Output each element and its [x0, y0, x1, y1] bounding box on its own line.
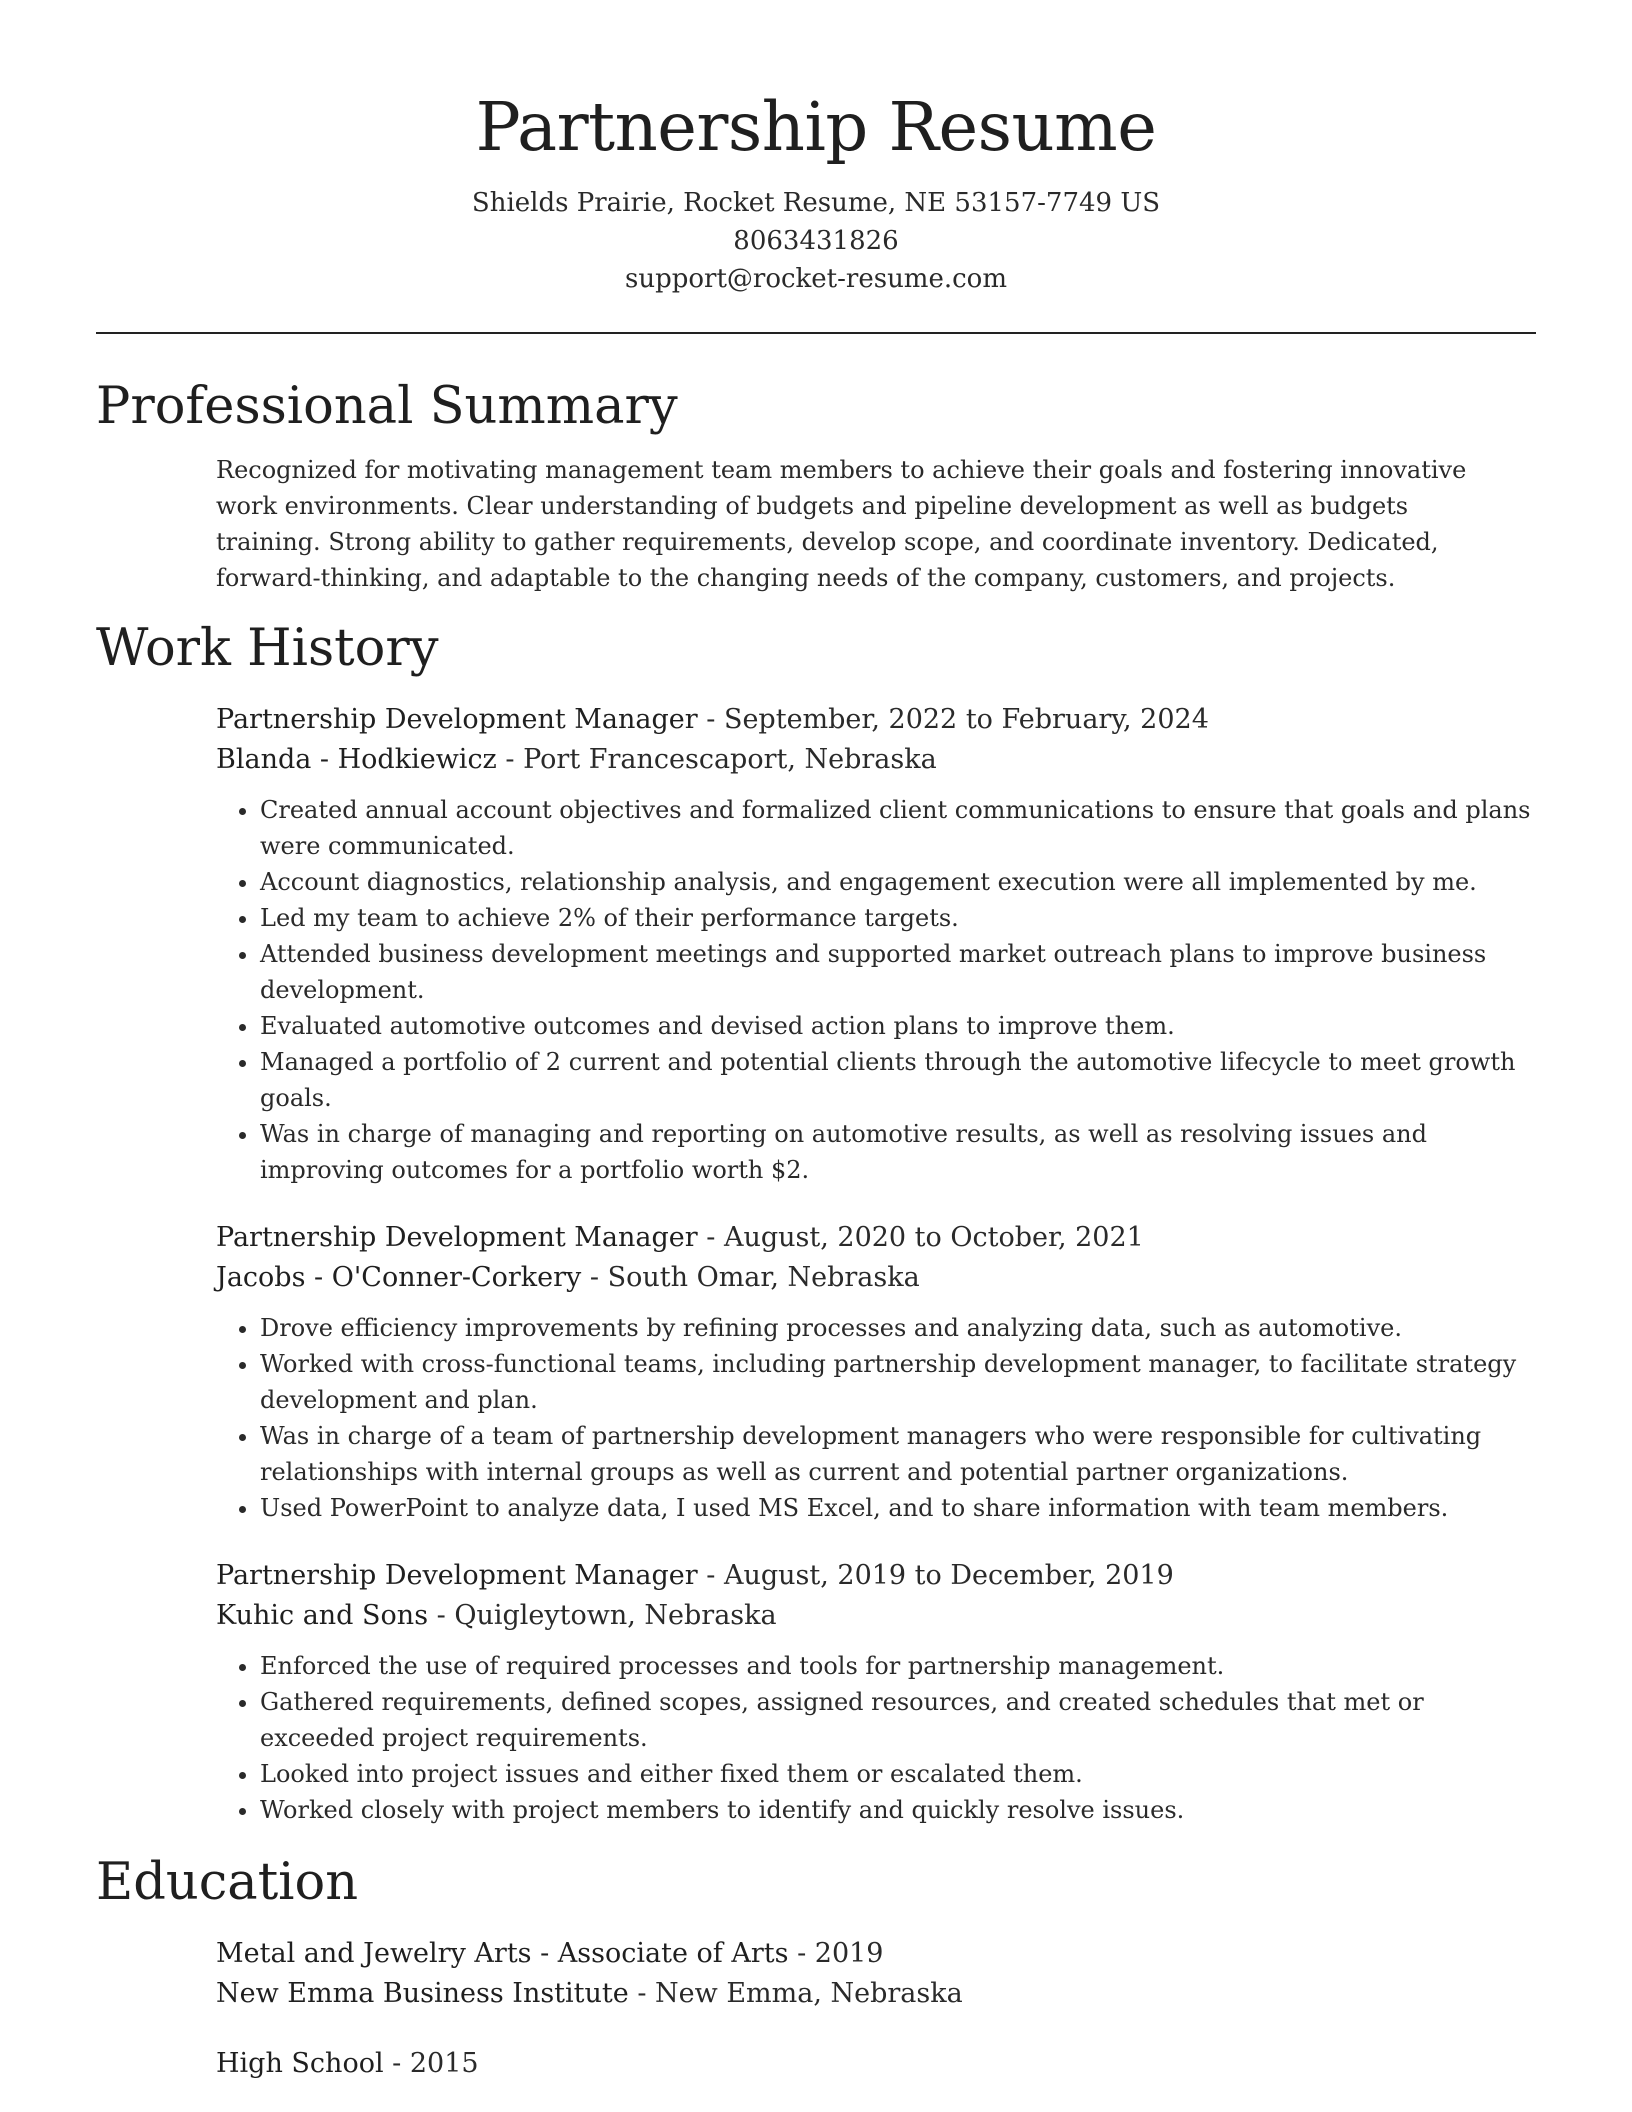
summary-section: [96, 374, 1536, 596]
job-entry: [216, 700, 1536, 1188]
contact-address: Shields Prairie, Rocket Resume, NE 53157-7749 US: [471, 188, 1161, 218]
contact-phone: 8063431826: [733, 226, 899, 256]
job-entry: [216, 1556, 1536, 1828]
list-item: • Used PowerPoint to analyze data, I used MS Excel, and to share information with team members.: [260, 1490, 1536, 1526]
education-degree-line: [216, 1934, 1536, 1974]
header-divider: [96, 332, 1536, 334]
job-bullets: [216, 1648, 1536, 1828]
page-title: Partnership Resume: [475, 88, 1157, 166]
list-item: • Drove efficiency improvements by refining processes and analyzing data, such as automotive.: [260, 1310, 1536, 1346]
list-item: • Worked closely with project members to identify and quickly resolve issues.: [260, 1792, 1536, 1828]
job-title-line: [216, 1556, 1536, 1596]
list-item: • Worked with cross-functional teams, including partnership development manager, to facilitate strategy development and plan.: [260, 1346, 1536, 1418]
education-location: - New Emma, Nebraska: [628, 1978, 963, 2009]
education-entry: [216, 1934, 1536, 2014]
education-entry: [216, 2044, 1536, 2084]
list-item: • Looked into project issues and either fixed them or escalated them.: [260, 1756, 1536, 1792]
list-item: • Enforced the use of required processes and tools for partnership management.: [260, 1648, 1536, 1684]
job-company-line: [216, 1258, 1536, 1298]
education-degree: Metal and Jewelry Arts - Associate of Arts: [216, 1938, 789, 1969]
education-section: [96, 1850, 1536, 2084]
education-school-line: [216, 1974, 1536, 2014]
job-company: Jacobs - O'Conner-Corkery: [216, 1262, 582, 1293]
job-dates: - August, 2020 to October, 2021: [697, 1222, 1144, 1253]
job-location: - Port Francescaport, Nebraska: [496, 744, 937, 775]
job-dates: - September, 2022 to February, 2024: [697, 704, 1209, 735]
list-item: • Account diagnostics, relationship analysis, and engagement execution were all implemented by me.: [260, 864, 1536, 900]
list-item: • Created annual account objectives and formalized client communications to ensure that goals and plans were communicated.: [260, 792, 1536, 864]
work-history-section: [96, 616, 1536, 1828]
job-entry: [216, 1218, 1536, 1526]
list-item: • Managed a portfolio of 2 current and potential clients through the automotive lifecycle to meet growth goals.: [260, 1044, 1536, 1116]
job-company: Kuhic and Sons: [216, 1600, 429, 1631]
job-title-line: [216, 1218, 1536, 1258]
job-title-line: [216, 700, 1536, 740]
job-role: Partnership Development Manager: [216, 1560, 698, 1591]
job-company-line: [216, 1596, 1536, 1636]
list-item: • Evaluated automotive outcomes and devised action plans to improve them.: [260, 1008, 1536, 1044]
job-bullets: [216, 1310, 1536, 1526]
summary-text: Recognized for motivating management team members to achieve their goals and fostering innovative work environments. Clear understanding of budgets and pipeline development as well as budgets training. Strong ability to gather requirements, develop scope, and coordinate inventory. Dedicated, forward-thinking, and adaptable to the changing needs of the company, customers, and projects.: [216, 456, 1467, 592]
list-item: • Was in charge of a team of partnership development managers who were responsible for cultivating relationships with internal groups as well as current and potential partner organizations.: [260, 1418, 1536, 1490]
job-company-line: [216, 740, 1536, 780]
summary-heading: Professional Summary: [96, 377, 678, 436]
job-location: - South Omar, Nebraska: [581, 1262, 920, 1293]
list-item: • Attended business development meetings and supported market outreach plans to improve business development.: [260, 936, 1536, 1008]
education-school: New Emma Business Institute: [216, 1978, 629, 2009]
work-history-heading: Work History: [96, 619, 439, 678]
contact-email: support@rocket-resume.com: [624, 264, 1007, 294]
job-bullets: [216, 792, 1536, 1188]
education-degree: High School: [216, 2048, 384, 2079]
resume-header: [96, 0, 1536, 298]
list-item: • Was in charge of managing and reporting on automotive results, as well as resolving issues and improving outcomes for a portfolio worth $2.: [260, 1116, 1536, 1188]
job-role: Partnership Development Manager: [216, 1222, 698, 1253]
education-year: - 2019: [788, 1938, 884, 1969]
education-heading: Education: [96, 1853, 359, 1912]
job-dates: - August, 2019 to December, 2019: [697, 1560, 1174, 1591]
job-company: Blanda - Hodkiewicz: [216, 744, 497, 775]
education-year: - 2015: [383, 2048, 479, 2079]
list-item: • Gathered requirements, defined scopes, assigned resources, and created schedules that met or exceeded project requirements.: [260, 1684, 1536, 1756]
job-location: - Quigleytown, Nebraska: [428, 1600, 777, 1631]
education-degree-line: [216, 2044, 1536, 2084]
list-item: • Led my team to achieve 2% of their performance targets.: [260, 900, 1536, 936]
job-role: Partnership Development Manager: [216, 704, 698, 735]
